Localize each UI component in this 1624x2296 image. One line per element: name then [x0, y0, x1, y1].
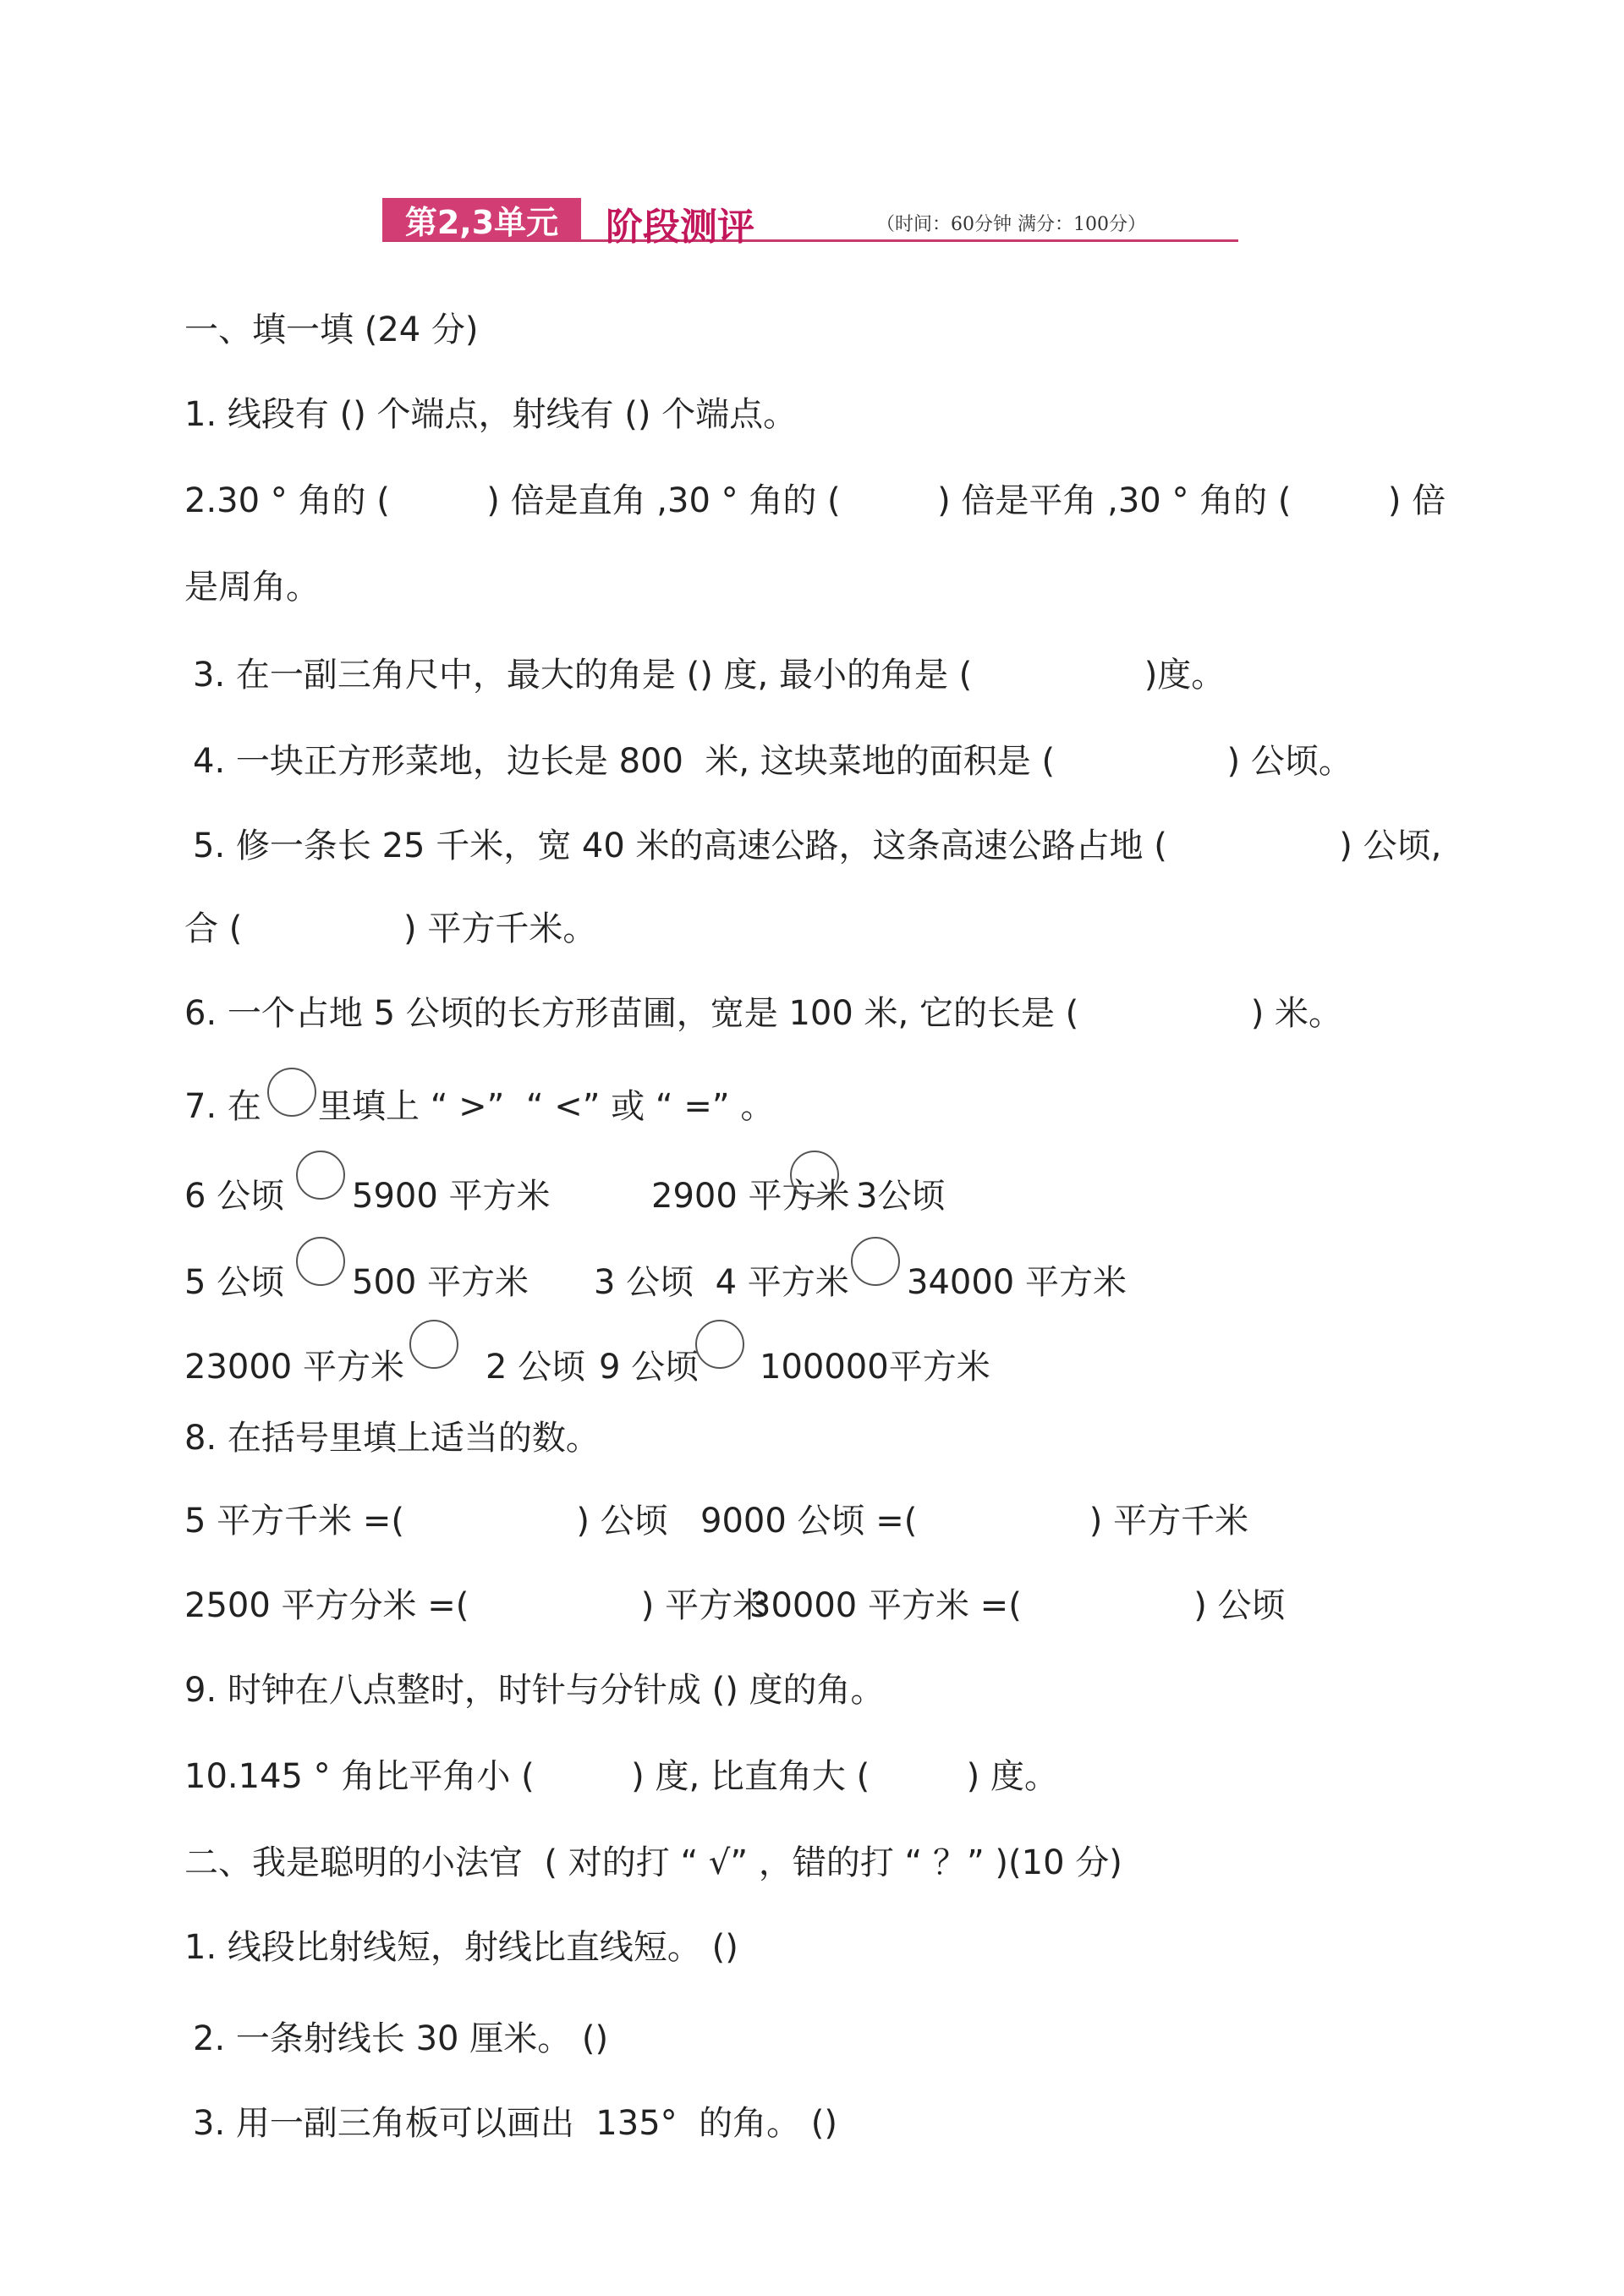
question-5-line-2: 合 ( ) 平方千米。 [184, 909, 597, 948]
question-1: 1. 线段有 () 个端点，射线有 () 个端点。 [184, 395, 798, 434]
q7-row1-a-right: 5900 平方米 [352, 1177, 551, 1216]
question-5-line-1: 5. 修一条长 25 千米，宽 40 米的高速公路，这条高速公路占地 ( ) 公顷, [193, 827, 1442, 865]
question-2-line-2: 是周角。 [184, 568, 320, 607]
q7-row1-b-left: 2900 平方米 [651, 1177, 850, 1216]
question-9: 9. 时钟在八点整时，时针与分针成 () 度的角。 [184, 1671, 885, 1710]
q7-row2-b-right: 34000 平方米 [907, 1263, 1127, 1302]
judge-question-2: 2. 一条射线长 30 厘米。 () [193, 2019, 609, 2058]
question-7-text: 里填上 “ >” “ <” 或 “ =” 。 [318, 1087, 775, 1126]
compare-circle[interactable] [790, 1151, 839, 1200]
compare-circle[interactable] [296, 1237, 345, 1286]
question-2-line-1: 2.30 ° 角的 ( ) 倍是直角 ,30 ° 角的 ( ) 倍是平角 ,30 ° 角的 ( ) 倍 [184, 481, 1446, 520]
q7-row2-b-left: 3 公顷 4 平方米 [594, 1263, 849, 1302]
compare-circle[interactable] [409, 1320, 458, 1369]
unit-badge: 第2,3单元 [382, 198, 581, 240]
exam-meta: （时间：60分钟 满分：100分） [876, 214, 1146, 235]
q7-row2-a-left: 5 公顷 [184, 1263, 285, 1302]
section-2-title: 二、我是聪明的小法官 ( 对的打 “ √” ，错的打 “ ？” )(10 分) [184, 1843, 1122, 1882]
q7-row3-b-right: 100000平方米 [760, 1348, 990, 1387]
q8-row2-a: 2500 平方分米 =( ) 平方米 [184, 1586, 767, 1625]
q7-row1-a-left: 6 公顷 [184, 1177, 285, 1216]
page-title: 阶段测评 [606, 206, 754, 249]
compare-circle[interactable] [851, 1237, 900, 1286]
q8-row1-b: 9000 公顷 =( ) 平方千米 [700, 1502, 1249, 1541]
question-8: 8. 在括号里填上适当的数。 [184, 1419, 600, 1458]
q7-row3-b-left: 9 公顷 [599, 1348, 700, 1387]
question-4: 4. 一块正方形菜地，边长是 800 米, 这块菜地的面积是 ( ) 公顷。 [193, 742, 1352, 781]
judge-question-1: 1. 线段比射线短，射线比直线短。 () [184, 1928, 738, 1967]
question-10: 10.145 ° 角比平角小 ( ) 度, 比直角大 ( ) 度。 [184, 1757, 1058, 1796]
question-3: 3. 在一副三角尺中，最大的角是 () 度, 最小的角是 ( )度。 [193, 656, 1226, 695]
q7-row1-b-right: 3公顷 [856, 1177, 946, 1216]
q8-row2-b: 30000 平方米 =( ) 公顷 [749, 1586, 1286, 1625]
question-7-prefix: 7. 在 [184, 1087, 261, 1126]
q7-row3-a-right: 2 公顷 [486, 1348, 586, 1387]
q7-row2-a-right: 500 平方米 [352, 1263, 529, 1302]
compare-circle[interactable] [695, 1320, 744, 1369]
compare-circle[interactable] [267, 1068, 316, 1117]
q8-row1-a: 5 平方千米 =( ) 公顷 [184, 1502, 668, 1541]
section-1-title: 一、填一填 (24 分) [184, 310, 479, 349]
compare-circle[interactable] [296, 1151, 345, 1200]
q7-row3-a-left: 23000 平方米 [184, 1348, 404, 1387]
question-6: 6. 一个占地 5 公顷的长方形苗圃，宽是 100 米, 它的长是 ( ) 米。 [184, 994, 1343, 1033]
judge-question-3: 3. 用一副三角板可以画出 135° 的角。 () [193, 2104, 838, 2143]
